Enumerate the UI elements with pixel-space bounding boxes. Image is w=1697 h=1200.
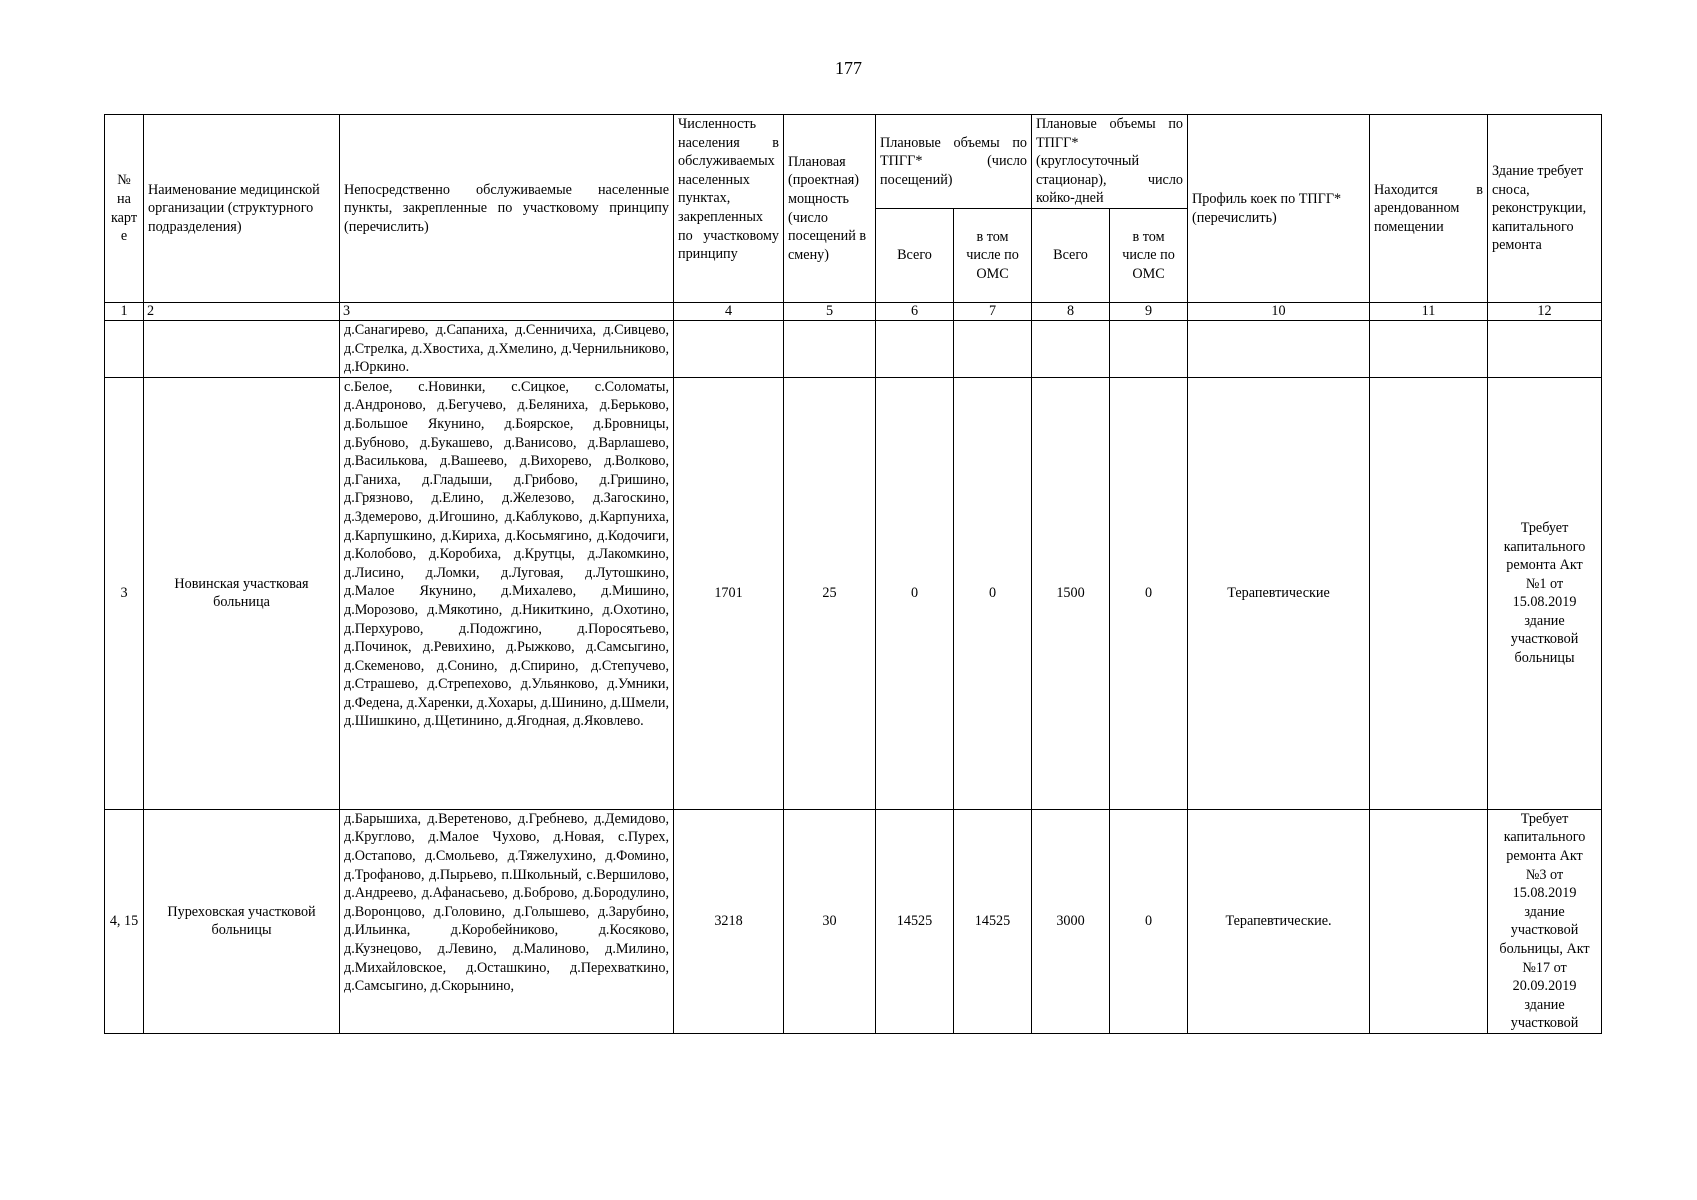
facilities-table [104, 114, 1602, 1034]
population [674, 321, 784, 378]
column-number: 5 [784, 303, 876, 321]
header-beds-oms: в том числе по ОМС [1110, 209, 1188, 303]
header-visits-oms: в том числе по ОМС [954, 209, 1032, 303]
capacity [784, 321, 876, 378]
header-rented: Находится в арендованном помещении [1370, 115, 1488, 303]
map-number [105, 321, 144, 378]
settlements: д.Барышиха, д.Веретеново, д.Гребнево, д.Демидово, д.Круглово, д.Малое Чухово, д.Новая, с.Пурех, д.Остапово, д.Смольево, д.Тяжелухино, д.Фомино, д.Трофаново, д.Пырьево, п.Школьный, с.Вершилово, д.Андреево, д.Афанасьево, д.Боброво, д.Бородулино, д.Воронцово, д.Головино, д.Голышево, д.Зарубино, д.Ильинка, д.Коробейниково, д.Косяково, д.Кузнецово, д.Левино, д.Малиново, д.Милино, д.Михайловское, д.Осташкино, д.Перехваткино, д.Самсыгино, д.Скорынино, [340, 809, 674, 1033]
header-repair: Здание требует сноса, реконструкции, капитального ремонта [1488, 115, 1602, 303]
settlements: д.Санагирево, д.Сапаниха, д.Сенничиха, д.Сивцево, д.Стрелка, д.Хвостиха, д.Хмелино, д.Чернильниково, д.Юркино. [340, 321, 674, 378]
visits-oms: 14525 [954, 809, 1032, 1033]
column-number: 4 [674, 303, 784, 321]
rented [1370, 377, 1488, 809]
map-number: 4, 15 [105, 809, 144, 1033]
column-numbers-row [105, 303, 1602, 321]
header-beds-total: Всего [1032, 209, 1110, 303]
repair-status: Требует капитального ремонта Акт №3 от 15.08.2019 здание участковой больницы, Акт №17 от 20.09.2019 здание участковой [1488, 809, 1602, 1033]
beds-total: 1500 [1032, 377, 1110, 809]
header-map-number: № на карте [105, 115, 144, 303]
bed-profile: Терапевтические [1188, 377, 1370, 809]
beds-total: 3000 [1032, 809, 1110, 1033]
header-settlements: Непосредственно обслуживаемые населенные пункты, закрепленные по участковому принципу (перечислить) [340, 115, 674, 303]
column-number: 2 [144, 303, 340, 321]
rented [1370, 321, 1488, 378]
column-number: 12 [1488, 303, 1602, 321]
visits-total: 0 [876, 377, 954, 809]
header-capacity: Плановая (проектная) мощность (число посещений в смену) [784, 115, 876, 303]
organization-name [144, 321, 340, 378]
beds-oms [1110, 321, 1188, 378]
table-row [105, 809, 1602, 1033]
beds-oms: 0 [1110, 809, 1188, 1033]
table-row [105, 321, 1602, 378]
column-number: 6 [876, 303, 954, 321]
settlements: с.Белое, с.Новинки, с.Сицкое, с.Соломаты, д.Андроново, д.Бегучево, д.Беляниха, д.Берьково, д.Большое Якунино, д.Боярское, д.Бровницы, д.Бубново, д.Букашево, д.Ванисово, д.Варлашево, д.Василькова, д.Вашеево, д.Вихорево, д.Волково, д.Ганиха, д.Гладыши, д.Грибово, д.Гришино, д.Грязново, д.Елино, д.Железово, д.Загоскино, д.Здемерово, д.Игошино, д.Каблуково, д.Карпуниха, д.Карпушкино, д.Кириха, д.Косьмягино, д.Кодочиги, д.Колобово, д.Коробиха, д.Крутцы, д.Лакомкино, д.Лисино, д.Ломки, д.Луговая, д.Лутошкино, д.Малое Якунино, д.Михалево, д.Мишино, д.Морозово, д.Мякотино, д.Никиткино, д.Охотино, д.Перхурово, д.Подожгино, д.Поросятьево, д.Починок, д.Ревихино, д.Рыжково, д.Самсыгино, д.Скеменово, д.Сонино, д.Спирино, д.Степучево, д.Страшево, д.Стрепехово, д.Ульянково, д.Умники, д.Федена, д.Харенки, д.Хохары, д.Шинино, д.Шмели, д.Шишкино, д.Щетинино, д.Ягодная, д.Яковлево. [340, 377, 674, 809]
capacity: 25 [784, 377, 876, 809]
population: 1701 [674, 377, 784, 809]
bed-profile: Терапевтические. [1188, 809, 1370, 1033]
beds-oms: 0 [1110, 377, 1188, 809]
visits-total [876, 321, 954, 378]
bed-profile [1188, 321, 1370, 378]
organization-name: Новинская участковая больница [144, 377, 340, 809]
beds-total [1032, 321, 1110, 378]
column-number: 3 [340, 303, 674, 321]
column-number: 8 [1032, 303, 1110, 321]
visits-total: 14525 [876, 809, 954, 1033]
organization-name: Пурехoвская участковой больницы [144, 809, 340, 1033]
repair-status [1488, 321, 1602, 378]
header-population: Численность населения в обслуживаемых населенных пунктах, закрепленных по участковому принципу [674, 115, 784, 303]
column-number: 7 [954, 303, 1032, 321]
repair-status: Требует капитального ремонта Акт №1 от 15.08.2019 здание участковой больницы [1488, 377, 1602, 809]
header-row [105, 115, 1602, 209]
column-number: 1 [105, 303, 144, 321]
map-number: 3 [105, 377, 144, 809]
visits-oms: 0 [954, 377, 1032, 809]
column-number: 9 [1110, 303, 1188, 321]
page-number: 177 [835, 58, 862, 78]
population: 3218 [674, 809, 784, 1033]
header-visits-total: Всего [876, 209, 954, 303]
visits-oms [954, 321, 1032, 378]
header-beds: Плановые объемы по ТПГГ* (круглосуточный стационар), число койко-дней [1032, 115, 1188, 209]
rented [1370, 809, 1488, 1033]
column-number: 10 [1188, 303, 1370, 321]
table-row [105, 377, 1602, 809]
header-organization: Наименование медицинской организации (структурного подразделения) [144, 115, 340, 303]
header-visits: Плановые объемы по ТПГГ* (число посещений) [876, 115, 1032, 209]
column-number: 11 [1370, 303, 1488, 321]
header-bed-profile: Профиль коек по ТПГГ* (перечислить) [1188, 115, 1370, 303]
capacity: 30 [784, 809, 876, 1033]
